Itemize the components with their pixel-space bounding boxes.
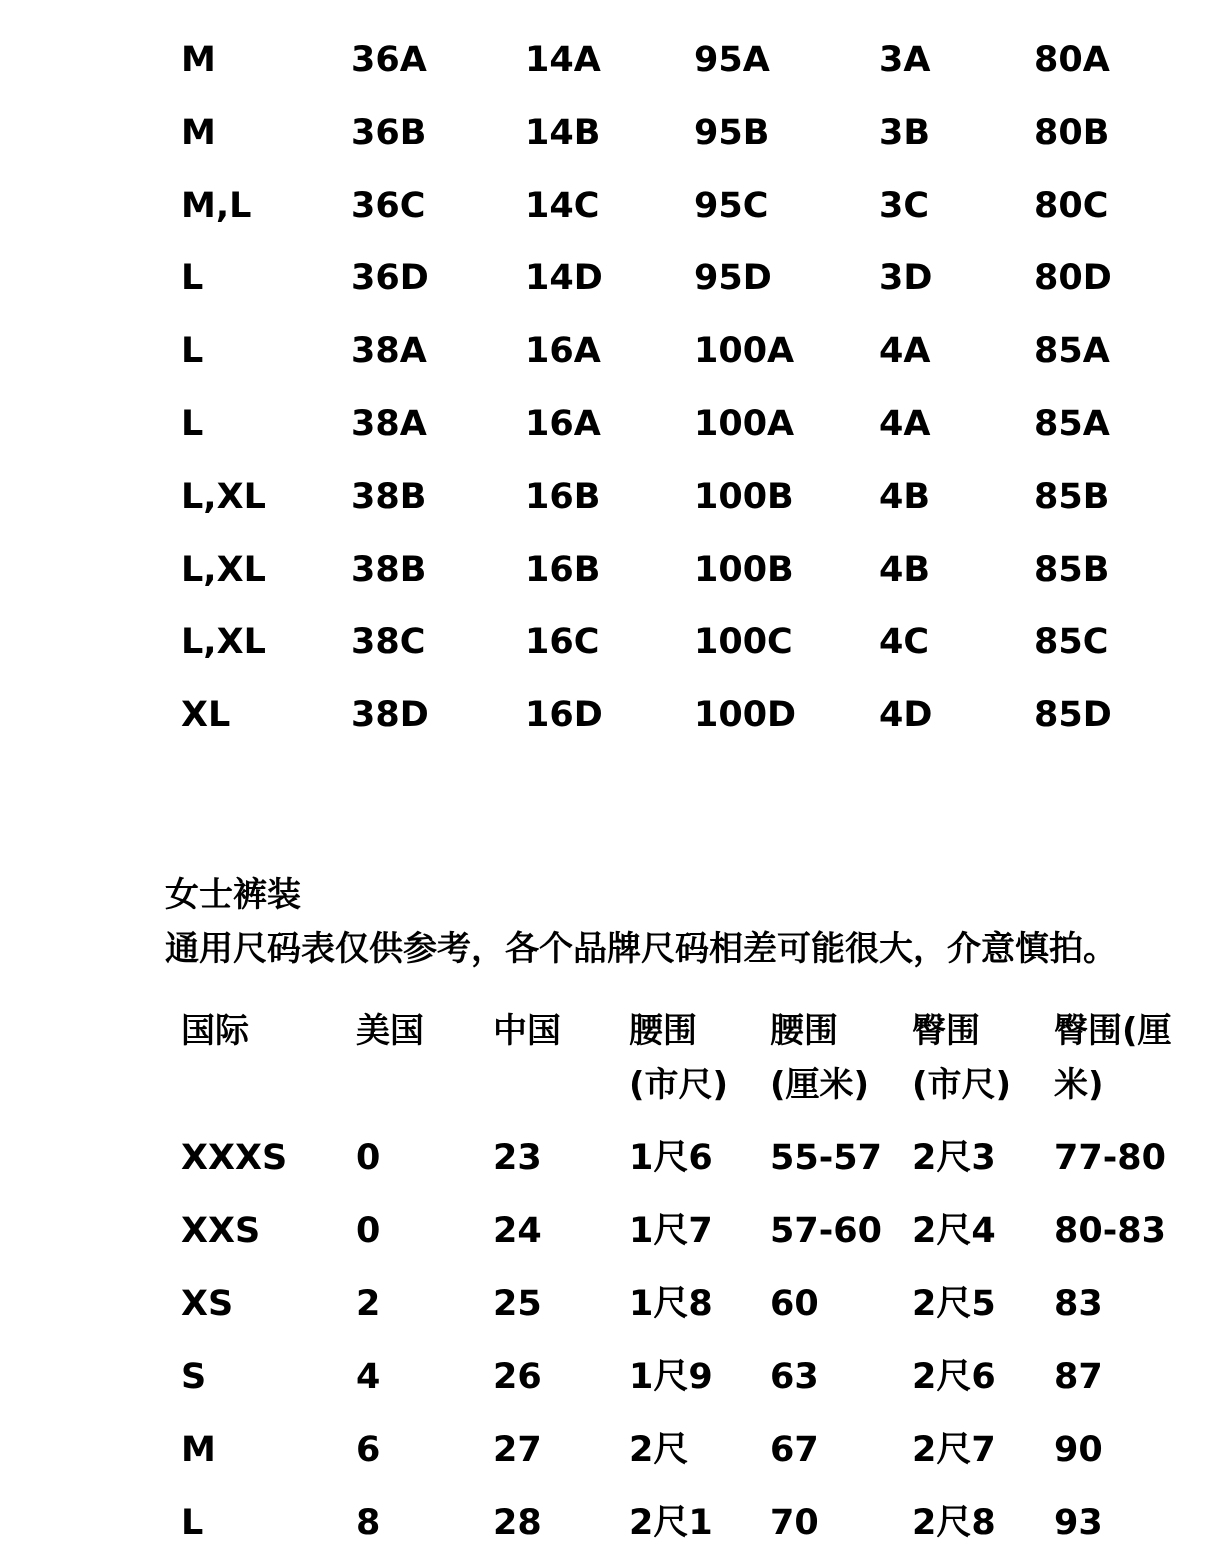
table-cell: 36C bbox=[351, 185, 426, 226]
column-header: 中国 bbox=[493, 1011, 561, 1051]
table-cell: 4B bbox=[879, 549, 931, 590]
table-cell: M bbox=[181, 40, 216, 80]
table-cell: 100A bbox=[694, 404, 795, 444]
table-cell: 4A bbox=[879, 404, 931, 444]
table-cell: 16D bbox=[525, 695, 603, 736]
table-cell: 36A bbox=[351, 40, 427, 80]
table-cell: 16B bbox=[525, 476, 601, 517]
column-header: 美国 bbox=[356, 1011, 424, 1051]
table-cell: 80B bbox=[1034, 112, 1110, 153]
table-cell: 80A bbox=[1034, 40, 1110, 80]
table-cell: 85B bbox=[1034, 549, 1110, 590]
table-cell: 80C bbox=[1034, 185, 1109, 226]
table-cell: 95B bbox=[694, 112, 770, 153]
table-cell: L bbox=[181, 258, 204, 299]
table-cell: L,XL bbox=[181, 622, 266, 663]
column-header: 臀围(厘 bbox=[1054, 1011, 1172, 1051]
table-cell: 14C bbox=[525, 185, 600, 226]
table-cell: 85B bbox=[1034, 476, 1110, 517]
table-cell: 3C bbox=[879, 185, 930, 226]
table-cell: 1尺6 bbox=[629, 1138, 713, 1178]
table-cell: 38D bbox=[351, 695, 429, 736]
table-cell: 4A bbox=[879, 331, 931, 372]
table-cell: 100C bbox=[694, 622, 793, 663]
table-cell: 4B bbox=[879, 476, 931, 517]
table-cell: 16C bbox=[525, 622, 600, 663]
table-cell: 95D bbox=[694, 258, 772, 299]
table-cell: 1尺8 bbox=[629, 1284, 713, 1324]
table-cell: 38B bbox=[351, 476, 427, 517]
table-cell: 80-83 bbox=[1054, 1211, 1166, 1251]
table-cell: 28 bbox=[493, 1503, 542, 1543]
table-cell: XXS bbox=[181, 1211, 261, 1251]
table-cell: 24 bbox=[493, 1211, 542, 1251]
table-cell: M,L bbox=[181, 185, 252, 226]
column-header-unit: (市尺) bbox=[912, 1065, 1012, 1105]
column-header: 腰围 bbox=[629, 1011, 697, 1051]
table-cell: 14A bbox=[525, 40, 601, 80]
table-cell: 100D bbox=[694, 695, 797, 736]
table-cell: 2尺6 bbox=[912, 1357, 996, 1397]
table-cell: 3D bbox=[879, 258, 933, 299]
table-cell: 16A bbox=[525, 331, 601, 372]
table-cell: 100B bbox=[694, 476, 794, 517]
table-cell: 95C bbox=[694, 185, 769, 226]
table-cell: L,XL bbox=[181, 476, 266, 517]
table-cell: XXXS bbox=[181, 1138, 288, 1178]
column-header-unit: (厘米) bbox=[770, 1065, 870, 1105]
table-cell: 14B bbox=[525, 112, 601, 153]
table-cell: 93 bbox=[1054, 1503, 1103, 1543]
table-cell: 85A bbox=[1034, 331, 1110, 372]
table-cell: 38C bbox=[351, 622, 426, 663]
table-cell: 63 bbox=[770, 1357, 819, 1397]
table-cell: XS bbox=[181, 1284, 234, 1324]
table-cell: 85A bbox=[1034, 404, 1110, 444]
table-cell: 14D bbox=[525, 258, 603, 299]
table-cell: 100B bbox=[694, 549, 794, 590]
table-cell: 2尺 bbox=[629, 1430, 689, 1470]
table-cell: 16B bbox=[525, 549, 601, 590]
table-cell: 25 bbox=[493, 1284, 542, 1324]
table-cell: 2尺8 bbox=[912, 1503, 996, 1543]
table-cell: 67 bbox=[770, 1430, 819, 1470]
table-cell: 87 bbox=[1054, 1357, 1103, 1397]
table-cell: 26 bbox=[493, 1357, 542, 1397]
table-cell: L,XL bbox=[181, 549, 266, 590]
table-cell: 16A bbox=[525, 404, 601, 444]
table-cell: 0 bbox=[356, 1211, 381, 1251]
table-cell: 80D bbox=[1034, 258, 1112, 299]
table-cell: 23 bbox=[493, 1138, 542, 1178]
table-cell: 4D bbox=[879, 695, 933, 736]
table-cell: 2 bbox=[356, 1284, 381, 1324]
table-cell: 95A bbox=[694, 40, 770, 80]
table-cell: 38B bbox=[351, 549, 427, 590]
table-cell: 3A bbox=[879, 40, 931, 80]
size-chart-disclaimer: 通用尺码表仅供参考，各个品牌尺码相差可能很大，介意慎拍。 bbox=[165, 929, 1117, 969]
table-cell: 60 bbox=[770, 1284, 819, 1324]
table-cell: 1尺9 bbox=[629, 1357, 713, 1397]
pants-section-title: 女士裤装 bbox=[165, 875, 301, 915]
table-cell: 1尺7 bbox=[629, 1211, 713, 1251]
table-cell: 2尺4 bbox=[912, 1211, 996, 1251]
table-cell: L bbox=[181, 1503, 204, 1543]
table-cell: M bbox=[181, 112, 216, 153]
table-cell: 70 bbox=[770, 1503, 819, 1543]
table-cell: 2尺1 bbox=[629, 1503, 713, 1543]
table-cell: S bbox=[181, 1357, 207, 1397]
table-cell: 2尺5 bbox=[912, 1284, 996, 1324]
column-header-unit: 米) bbox=[1054, 1065, 1104, 1105]
table-cell: 38A bbox=[351, 331, 427, 372]
table-cell: L bbox=[181, 404, 204, 444]
table-cell: 0 bbox=[356, 1138, 381, 1178]
table-cell: 38A bbox=[351, 404, 427, 444]
table-cell: 57-60 bbox=[770, 1211, 882, 1251]
column-header-unit: (市尺) bbox=[629, 1065, 729, 1105]
table-cell: 36D bbox=[351, 258, 429, 299]
table-cell: 4C bbox=[879, 622, 930, 663]
table-cell: 83 bbox=[1054, 1284, 1103, 1324]
table-cell: 85D bbox=[1034, 695, 1112, 736]
table-cell: 100A bbox=[694, 331, 795, 372]
table-cell: XL bbox=[181, 695, 231, 736]
table-cell: 90 bbox=[1054, 1430, 1103, 1470]
column-header: 腰围 bbox=[770, 1011, 838, 1051]
table-cell: 55-57 bbox=[770, 1138, 882, 1178]
table-cell: 8 bbox=[356, 1503, 381, 1543]
table-cell: 85C bbox=[1034, 622, 1109, 663]
table-cell: 2尺3 bbox=[912, 1138, 996, 1178]
table-cell: 77-80 bbox=[1054, 1138, 1166, 1178]
table-cell: M bbox=[181, 1430, 216, 1470]
table-cell: 6 bbox=[356, 1430, 381, 1470]
table-cell: 36B bbox=[351, 112, 427, 153]
table-cell: 2尺7 bbox=[912, 1430, 996, 1470]
column-header: 国际 bbox=[181, 1011, 249, 1051]
table-cell: L bbox=[181, 331, 204, 372]
table-cell: 27 bbox=[493, 1430, 542, 1470]
table-cell: 4 bbox=[356, 1357, 381, 1397]
column-header: 臀围 bbox=[912, 1011, 980, 1051]
table-cell: 3B bbox=[879, 112, 931, 153]
